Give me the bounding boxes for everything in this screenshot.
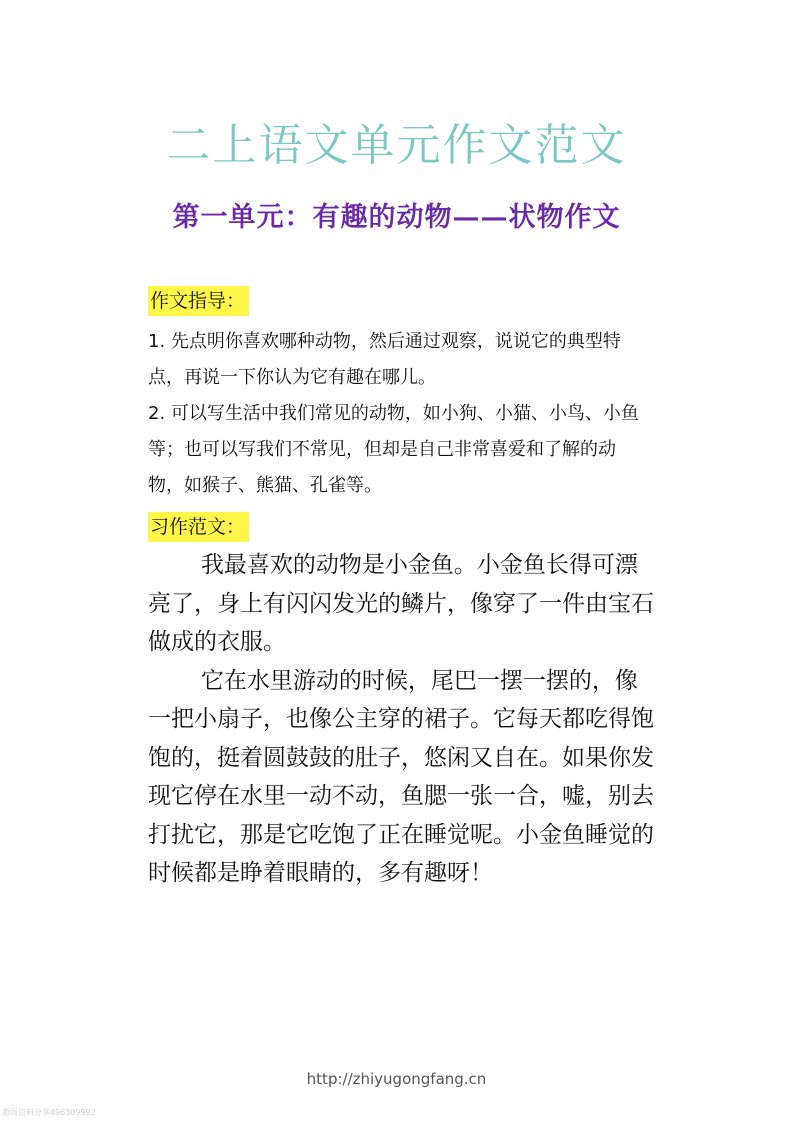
essay-body	[148, 546, 658, 893]
guide-point-2: 2. 可以写生活中我们常见的动物，如小狗、小猫、小鸟、小鱼等；也可以写我们不常见，但却是自己非常喜爱和了解的动物，如猴子、熊猫、孔雀等。	[148, 403, 639, 496]
unit-subtitle: 第一单元：有趣的动物——状物作文	[172, 202, 621, 233]
guide-point-1: 1. 先点明你喜欢哪种动物，然后通过观察，说说它的典型特点，再说一下你认为它有趣在哪儿。	[148, 331, 621, 388]
guide-list	[148, 324, 648, 504]
essay-paragraph-2: 它在水里游动的时候，尾巴一摆一摆的，像一把小扇子，也像公主穿的裙子。它每天都吃得饱饱的，挺着圆鼓鼓的肚子，悠闲又自在。如果你发现它停在水里一动不动，鱼腮一张一合，嘘，别去打扰它，那是它吃饱了正在睡觉呢。小金鱼睡觉的时候都是睁着眼睛的，多有趣呀！	[148, 667, 654, 886]
essay-label: 习作范文：	[148, 512, 249, 542]
watermark: 超级资料分享496309992	[2, 1108, 96, 1117]
page-title: 二上语文单元作文范文	[166, 120, 627, 171]
guide-label: 作文指导：	[148, 286, 249, 316]
footer-url: http://zhiyugongfang.cn	[306, 1070, 487, 1088]
essay-paragraph-1: 我最喜欢的动物是小金鱼。小金鱼长得可漂亮了，身上有闪闪发光的鳞片，像穿了一件由宝石做成的衣服。	[148, 552, 654, 655]
